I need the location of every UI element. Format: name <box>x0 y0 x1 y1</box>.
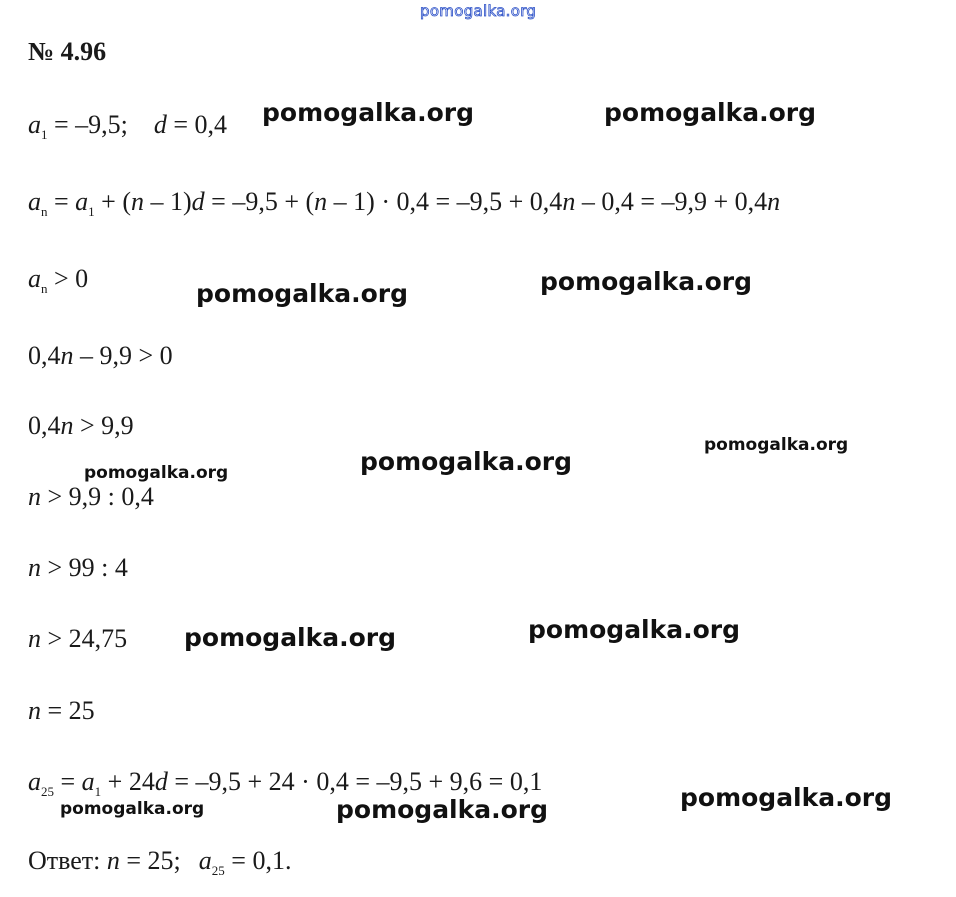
var-n: n <box>28 482 41 511</box>
subscript: 25 <box>211 863 225 878</box>
inequality-line-5 <box>28 624 127 654</box>
text: – 0,4 = –9,9 + 0,4 <box>575 187 768 216</box>
watermark: pomogalka.org <box>360 447 573 476</box>
watermark: pomogalka.org <box>196 279 409 308</box>
text: = –9,5 + 24 · 0,4 = –9,5 + 9,6 = 0,1 <box>167 767 543 796</box>
text: 0,4 <box>28 411 61 440</box>
watermark: pomogalka.org <box>528 615 741 644</box>
subscript: n <box>41 281 48 296</box>
header-watermark-link[interactable]: pomogalka.org <box>420 2 537 20</box>
answer-line <box>28 846 291 876</box>
subscript: 25 <box>41 784 54 799</box>
text: – 1) · 0,4 = –9,5 + 0,4 <box>327 187 563 216</box>
text: > 9,9 <box>73 411 134 440</box>
text: + ( <box>94 187 131 216</box>
inequality-line-1 <box>28 341 173 371</box>
var-a: a <box>81 767 95 796</box>
text: 0,4 <box>28 341 61 370</box>
var-n: n <box>314 187 328 216</box>
var-a: a <box>28 110 41 139</box>
subscript: 1 <box>94 784 102 799</box>
var-n: n <box>60 341 74 370</box>
watermark: pomogalka.org <box>540 267 753 296</box>
var-n: n <box>28 696 41 725</box>
inequality-line-4 <box>28 553 128 583</box>
text: – 9,9 > 0 <box>73 341 173 370</box>
watermark: pomogalka.org <box>336 795 549 824</box>
var-d: d <box>154 767 168 796</box>
formula-line <box>28 187 780 217</box>
text: = <box>47 187 76 216</box>
var-n: n <box>28 624 41 653</box>
var-a: a <box>28 264 41 293</box>
watermark: pomogalka.org <box>60 799 205 819</box>
inequality-line-2 <box>28 411 134 441</box>
given-a-value: = –9,5; <box>47 110 128 139</box>
var-n: n <box>131 187 144 216</box>
condition-line <box>28 264 88 294</box>
text: + 24 <box>101 767 155 796</box>
var-n: n <box>60 411 74 440</box>
watermark: pomogalka.org <box>184 623 397 652</box>
var-d: d <box>191 187 205 216</box>
text: – 1) <box>144 187 192 216</box>
text: = 25; <box>119 846 181 875</box>
subscript: 1 <box>88 204 95 219</box>
a25-line <box>28 767 542 797</box>
var-n: n <box>562 187 576 216</box>
var-d: d <box>153 110 167 139</box>
var-n: n <box>28 553 41 582</box>
watermark: pomogalka.org <box>704 435 849 455</box>
watermark: pomogalka.org <box>680 783 893 812</box>
text: = 25 <box>41 696 95 725</box>
text: > 99 : 4 <box>41 553 128 582</box>
var-n: n <box>106 846 120 875</box>
text: > 24,75 <box>41 624 128 653</box>
var-a: a <box>198 846 212 875</box>
var-n: n <box>767 187 781 216</box>
text: > 0 <box>47 264 89 293</box>
subscript: n <box>41 204 48 219</box>
given-d-value: = 0,4 <box>166 110 228 139</box>
answer-label: Ответ: <box>28 846 107 875</box>
watermark: pomogalka.org <box>84 463 229 483</box>
var-a: a <box>28 767 41 796</box>
text: = 0,1. <box>224 846 292 875</box>
subscript: 1 <box>41 127 48 142</box>
watermark: pomogalka.org <box>604 98 817 127</box>
text: = <box>54 767 82 796</box>
text: > 9,9 : 0,4 <box>41 482 154 511</box>
problem-number: № 4.96 <box>28 37 107 66</box>
inequality-line-3 <box>28 482 154 512</box>
var-a: a <box>28 187 41 216</box>
equation-line <box>28 696 95 726</box>
watermark: pomogalka.org <box>262 98 475 127</box>
given-line <box>28 110 227 140</box>
text: = –9,5 + ( <box>204 187 315 216</box>
var-a: a <box>75 187 89 216</box>
